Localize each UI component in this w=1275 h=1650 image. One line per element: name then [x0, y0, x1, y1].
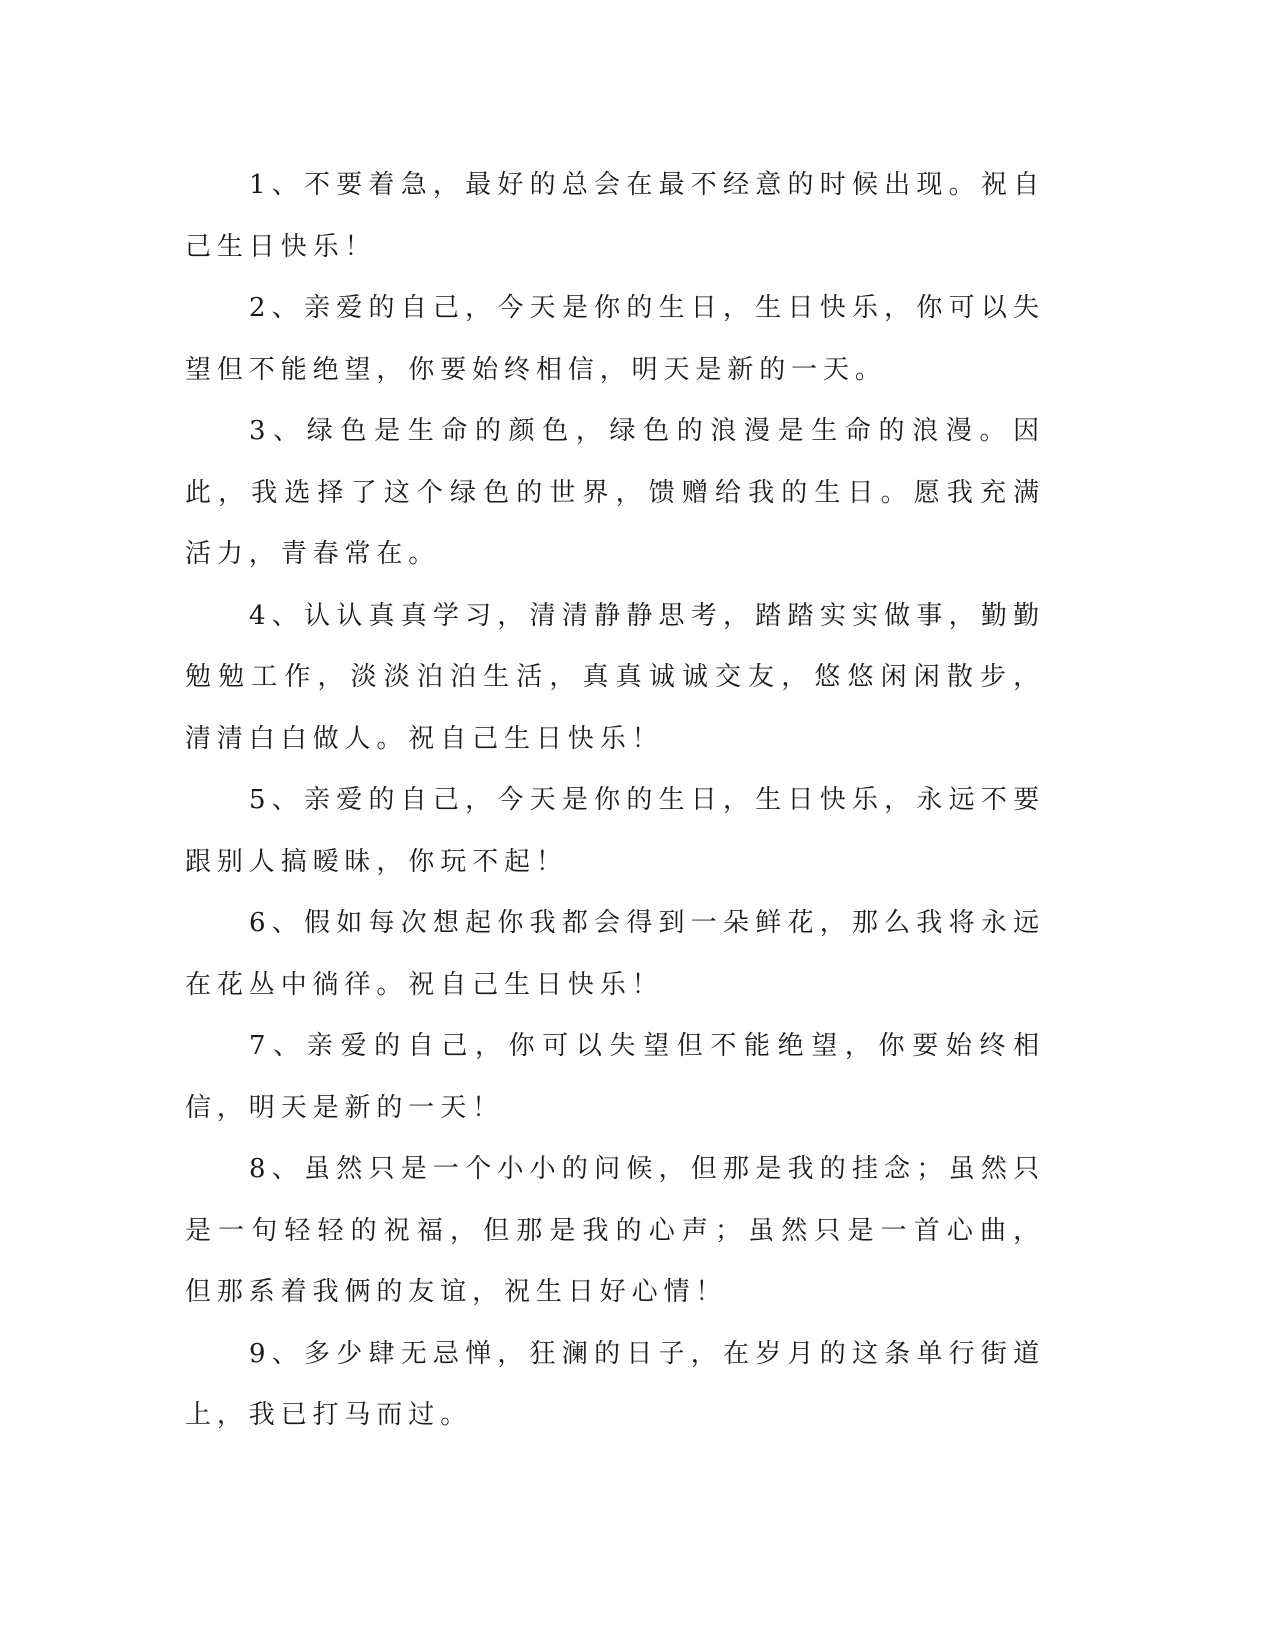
paragraph-2: 2、亲爱的自己，今天是你的生日，生日快乐，你可以失望但不能绝望，你要始终相信，明天是新的一天。: [185, 293, 1045, 385]
paragraph-5: 5、亲爱的自己，今天是你的生日，生日快乐，永远不要跟别人搞暧昧，你玩不起！: [185, 785, 1045, 877]
paragraph-6: 6、假如每次想起你我都会得到一朵鲜花，那么我将永远在花丛中徜徉。祝自己生日快乐！: [185, 908, 1045, 1000]
paragraph-1: 1、不要着急，最好的总会在最不经意的时候出现。祝自己生日快乐！: [185, 170, 1045, 262]
paragraph-9: 9、多少肆无忌惮，狂澜的日子，在岁月的这条单行街道上，我已打马而过。: [185, 1338, 1045, 1430]
paragraph-8: 8、虽然只是一个小小的问候，但那是我的挂念；虽然只是一句轻轻的祝福，但那是我的心声；虽然只是一首心曲，但那系着我俩的友谊，祝生日好心情！: [185, 1154, 1045, 1307]
paragraph-7: 7、亲爱的自己，你可以失望但不能绝望，你要始终相信，明天是新的一天！: [185, 1031, 1045, 1123]
paragraph-4: 4、认认真真学习，清清静静思考，踏踏实实做事，勤勤勉勉工作，淡淡泊泊生活，真真诚诚交友，悠悠闲闲散步，清清白白做人。祝自己生日快乐！: [185, 600, 1045, 754]
document-body: [185, 155, 1045, 1447]
paragraph-3: 3、绿色是生命的颜色，绿色的浪漫是生命的浪漫。因此，我选择了这个绿色的世界，馈赠给我的生日。愿我充满活力，青春常在。: [185, 416, 1045, 569]
